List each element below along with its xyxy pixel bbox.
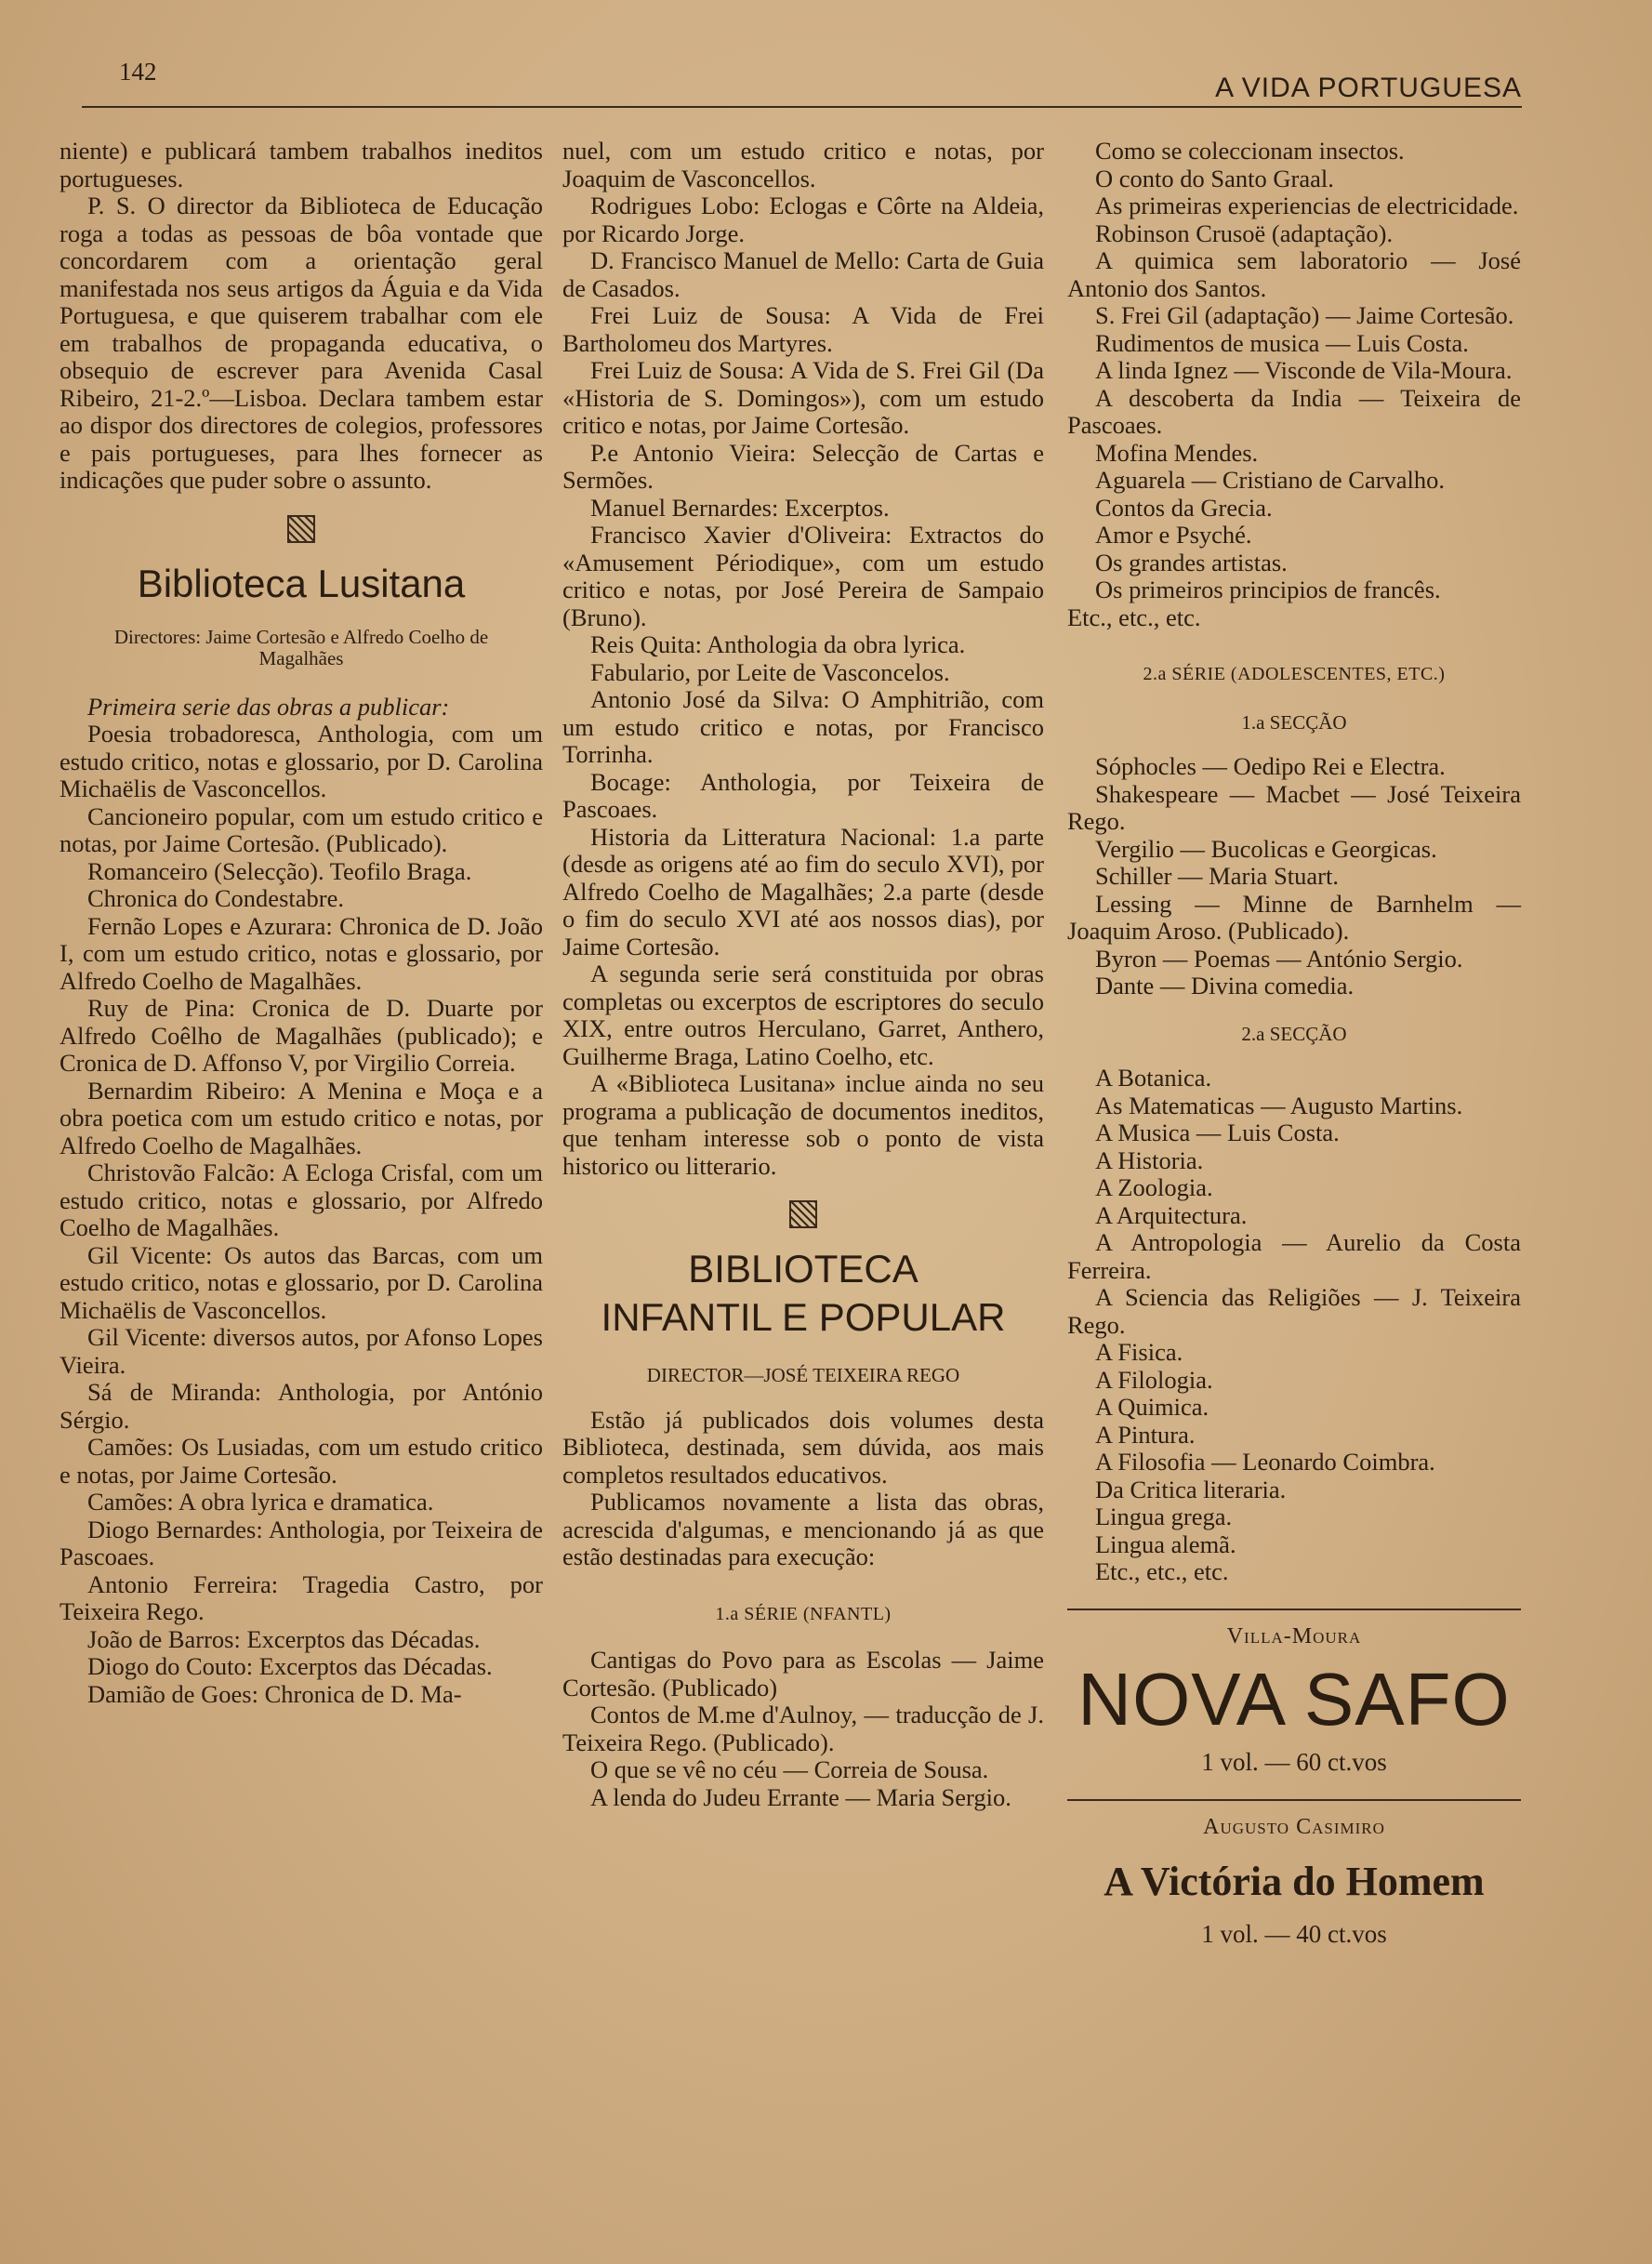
list-item: Cancioneiro popular, com um estudo critico e notas, por Jaime Cortesão. (Publicado).	[59, 801, 543, 857]
list-item: Camões: Os Lusiadas, com um estudo critico e notas, por Jaime Cortesão.	[59, 1433, 543, 1489]
list-item: A Zoologia.	[1095, 1173, 1213, 1201]
divider	[1067, 1799, 1521, 1801]
ad2-title: A Victória do Homem	[1104, 1859, 1485, 1904]
ornament-icon	[789, 1200, 817, 1228]
list-item: A Arquitectura.	[1095, 1200, 1248, 1229]
list-item: D. Francisco Manuel de Mello: Carta de Guia de Casados.	[562, 246, 1044, 302]
list-item: Lingua alemã.	[1095, 1529, 1236, 1558]
list-item: A Sciencia das Religiões — J. Teixeira Rego.	[1067, 1283, 1521, 1339]
ad1-author: Villa-Moura	[1226, 1623, 1362, 1648]
running-header	[82, 58, 1522, 108]
list-item: Chronica do Condestabre.	[87, 884, 344, 912]
list-item: Ruy de Pina: Cronica de D. Duarte por Alfredo Coêlho de Magalhães (publicado); e Cronica de D. Affonso V, por Virgilio Correia.	[59, 994, 543, 1077]
list-item: nuel, com um estudo critico e notas, por Joaquim de Vasconcellos.	[562, 137, 1044, 192]
list-item: Rudimentos de musica — Luis Costa.	[1095, 328, 1469, 357]
list-item: A «Biblioteca Lusitana» inclue ainda no seu programa a publicação de documentos ineditos, que tenham interesse sob o ponto de vista historico ou litterario.	[562, 1069, 1044, 1180]
list-item: Contos da Grecia.	[1095, 493, 1273, 522]
infantil-para-1: Estão já publicados dois volumes desta Biblioteca, destinada, sem dúvida, aos mais completos resultados educativos.	[562, 1405, 1044, 1489]
list-item: Sóphocles — Oedipo Rei e Electra.	[1095, 752, 1446, 780]
list-item: Frei Luiz de Sousa: A Vida de S. Frei Gil (Da «Historia de S. Domingos»), com um estudo critico e notas, por Jaime Cortesão.	[562, 356, 1044, 439]
list-item: A Botanica.	[1095, 1064, 1212, 1092]
list-item: Os primeiros principios de francês.	[1095, 576, 1441, 603]
list-item: Byron — Poemas — António Sergio.	[1095, 944, 1463, 973]
list-item: Reis Quita: Anthologia da obra lyrica.	[590, 630, 966, 658]
list-item: A linda Ignez — Visconde de Vila-Moura.	[1095, 356, 1513, 384]
list-item: S. Frei Gil (adaptação) — Jaime Cortesão.	[1095, 301, 1514, 329]
list-item: A Quimica.	[1095, 1393, 1209, 1421]
ad2-price: 1 vol. — 40 ct.vos	[1201, 1920, 1387, 1948]
column-3	[1067, 138, 1521, 1953]
list-item: Antonio José da Silva: O Amphitrião, com um estudo critico e notas, por Francisco Torrinha.	[562, 685, 1044, 768]
list-item: Aguarela — Cristiano de Carvalho.	[1095, 466, 1446, 494]
intro-text: niente) e publicará tambem trabalhos ineditos portugueses.	[59, 137, 543, 192]
divider	[1067, 1609, 1521, 1610]
column-1	[59, 138, 543, 1708]
serie2-heading: 2.a SÉRIE (ADOLESCENTES, ETC.)	[1143, 664, 1446, 684]
list-item: A Musica — Luis Costa.	[1095, 1119, 1340, 1146]
list-item: A Filologia.	[1095, 1365, 1213, 1394]
list-item: A segunda serie será constituida por obras completas ou excerptos de escriptores do seculo XIX, entre outros Herculano, Garret, Anthero, Guilherme Braga, Latino Coelho, etc.	[562, 960, 1044, 1070]
list-item: Damião de Goes: Chronica de D. Ma-	[87, 1679, 462, 1708]
list-item: O que se vê no céu — Correia de Sousa.	[590, 1755, 989, 1783]
list-item: A Antropologia — Aurelio da Costa Ferreira.	[1067, 1228, 1521, 1284]
list-item: Schiller — Maria Stuart.	[1095, 862, 1339, 890]
first-series-heading: Primeira serie das obras a publicar:	[87, 692, 450, 721]
ad2-author: Augusto Casimiro	[1203, 1814, 1385, 1839]
list-item: A descoberta da India — Teixeira de Pascoaes.	[1067, 383, 1521, 439]
list-item: Mofina Mendes.	[1095, 438, 1259, 467]
page-number: 142	[119, 58, 157, 86]
list-item: Sá de Miranda: Anthologia, por António Sérgio.	[59, 1378, 543, 1434]
list-item: Shakespeare — Macbet — José Teixeira Rego.	[1067, 779, 1521, 835]
list-item: Gil Vicente: diversos autos, por Afonso Lopes Vieira.	[59, 1323, 543, 1379]
list-item: Francisco Xavier d'Oliveira: Extractos do «Amusement Périodique», com um estudo critico e notas, por José Pereira de Sampaio (Bruno).	[562, 521, 1044, 631]
list-item: Dante — Divina comedia.	[1095, 972, 1355, 1000]
list-item: Como se coleccionam insectos.	[1095, 137, 1405, 165]
seccao1-heading: 1.a SECÇÃO	[1241, 710, 1347, 734]
list-item: Romanceiro (Selecção). Teofilo Braga.	[87, 856, 472, 885]
column-2	[562, 138, 1044, 1811]
infantil-para-2: Publicamos novamente a lista das obras, acrescida d'algumas, e mencionando já as que estão destinadas para execução:	[562, 1488, 1044, 1570]
list-item: Vergilio — Bucolicas e Georgicas.	[1095, 834, 1437, 863]
list-item: Amor e Psyché.	[1095, 521, 1252, 549]
ad1-price: 1 vol. — 60 ct.vos	[1201, 1748, 1387, 1776]
list-item: A quimica sem laboratorio — José Antonio dos Santos.	[1067, 246, 1521, 302]
list-item: Etc., etc., etc.	[1095, 1557, 1229, 1585]
list-item: Bocage: Anthologia, por Teixeira de Pascoaes.	[562, 767, 1044, 823]
list-item: Da Critica literaria.	[1095, 1475, 1287, 1503]
list-item: As Matematicas — Augusto Martins.	[1095, 1091, 1463, 1119]
biblioteca-infantil-title	[562, 1245, 1044, 1342]
list-item: Rodrigues Lobo: Eclogas e Côrte na Aldeia, por Ricardo Jorge.	[562, 192, 1044, 247]
list-item: Lessing — Minne de Barnhelm — Joaquim Aroso. (Publicado).	[1067, 889, 1521, 945]
list-item: As primeiras experiencias de electricidade.	[1095, 192, 1519, 219]
list-item: Diogo Bernardes: Anthologia, por Teixeira de Pascoaes.	[59, 1515, 543, 1570]
list-item: A Historia.	[1095, 1145, 1204, 1174]
list-item: Manuel Bernardes: Excerptos.	[590, 493, 890, 522]
list-item: João de Barros: Excerptos das Décadas.	[87, 1624, 481, 1653]
title-line-2: INFANTIL E POPULAR	[601, 1295, 1006, 1339]
list-item: Contos de M.me d'Aulnoy, — traducção de J. Teixeira Rego. (Publicado).	[562, 1701, 1044, 1756]
list-item: Antonio Ferreira: Tragedia Castro, por Teixeira Rego.	[59, 1569, 543, 1625]
list-item: Frei Luiz de Sousa: A Vida de Frei Bartholomeu dos Martyres.	[562, 301, 1044, 357]
list-item: Bernardim Ribeiro: A Menina e Moça e a obra poetica com um estudo critico e notas, por Alfredo Coelho de Magalhães.	[59, 1076, 543, 1159]
ps-text: P. S. O director da Biblioteca de Educação roga a todas as pessoas de bôa vontade que concordarem com a orientação geral manifestada nos seus artigos da Águia e da Vida Portuguesa, e que quiserem trabalhar com ele em trabalhos de propaganda educativa, o obsequio de escrever para Avenida Casal Ribeiro, 21-2.º—Lisboa. Declara tambem estar ao dispor dos directores de colegios, professores e pais portugueses, para lhes fornecer as indicações que puder sobre o assunto.	[59, 192, 543, 494]
list-item: Poesia trobadoresca, Anthologia, com um estudo critico, notas e glossario, por D. Carolina Michaëlis de Vasconcellos.	[59, 720, 543, 802]
seccao2-heading: 2.a SECÇÃO	[1241, 1022, 1347, 1045]
biblioteca-lusitana-title: Biblioteca Lusitana	[137, 561, 466, 605]
list-item: A Filosofia — Leonardo Coimbra.	[1095, 1448, 1435, 1476]
lusitana-directors: Directores: Jaime Cortesão e Alfredo Coelho de Magalhães	[113, 625, 489, 669]
serie1-heading: 1.a SÉRIE (NFANTL)	[715, 1603, 892, 1624]
title-line-1: BIBLIOTECA	[688, 1247, 919, 1291]
list-item: Christovão Falcão: A Ecloga Crisfal, com um estudo critico, notas e glossario, por Alfredo Coelho de Magalhães.	[59, 1158, 543, 1241]
list-item: Diogo do Couto: Excerptos das Décadas.	[87, 1652, 493, 1680]
list-item: Gil Vicente: Os autos das Barcas, com um estudo critico, notas e glossario, por D. Carolina Michaëlis de Vasconcellos.	[59, 1240, 543, 1324]
list-item: O conto do Santo Graal.	[1095, 164, 1334, 192]
list-item: A Fisica.	[1095, 1338, 1183, 1366]
list-item: Fabulario, por Leite de Vasconcelos.	[590, 657, 950, 686]
list-item: Fernão Lopes e Azurara: Chronica de D. João I, com um estudo critico, notas e glossario, por Alfredo Coelho de Magalhães.	[59, 911, 543, 995]
journal-title: A VIDA PORTUGUESA	[1215, 73, 1522, 103]
list-item: Etc., etc., etc.	[1067, 602, 1201, 631]
list-item: Lingua grega.	[1095, 1503, 1233, 1530]
list-item: Robinson Crusoë (adaptação).	[1095, 218, 1394, 247]
list-item: Os grandes artistas.	[1095, 548, 1288, 576]
ad1-title: NOVA SAFO	[1077, 1658, 1511, 1741]
infantil-director: DIRECTOR—JOSÉ TEIXEIRA REGO	[646, 1364, 960, 1386]
ornament-icon	[287, 515, 315, 543]
list-item: A lenda do Judeu Errante — Maria Sergio.	[590, 1782, 1011, 1811]
list-item: A Pintura.	[1095, 1420, 1196, 1449]
list-item: P.e Antonio Vieira: Selecção de Cartas e Sermões.	[562, 438, 1044, 494]
list-item: Cantigas do Povo para as Escolas — Jaime Cortesão. (Publicado)	[562, 1646, 1044, 1701]
list-item: Camões: A obra lyrica e dramatica.	[87, 1488, 434, 1516]
list-item: Historia da Litteratura Nacional: 1.a parte (desde as origens até ao fim do seculo XVI), por Alfredo Coelho de Magalhães; 2.a parte (desde o fim do seculo XVI até aos nossos dias), por Jaime Cortesão.	[562, 822, 1044, 960]
